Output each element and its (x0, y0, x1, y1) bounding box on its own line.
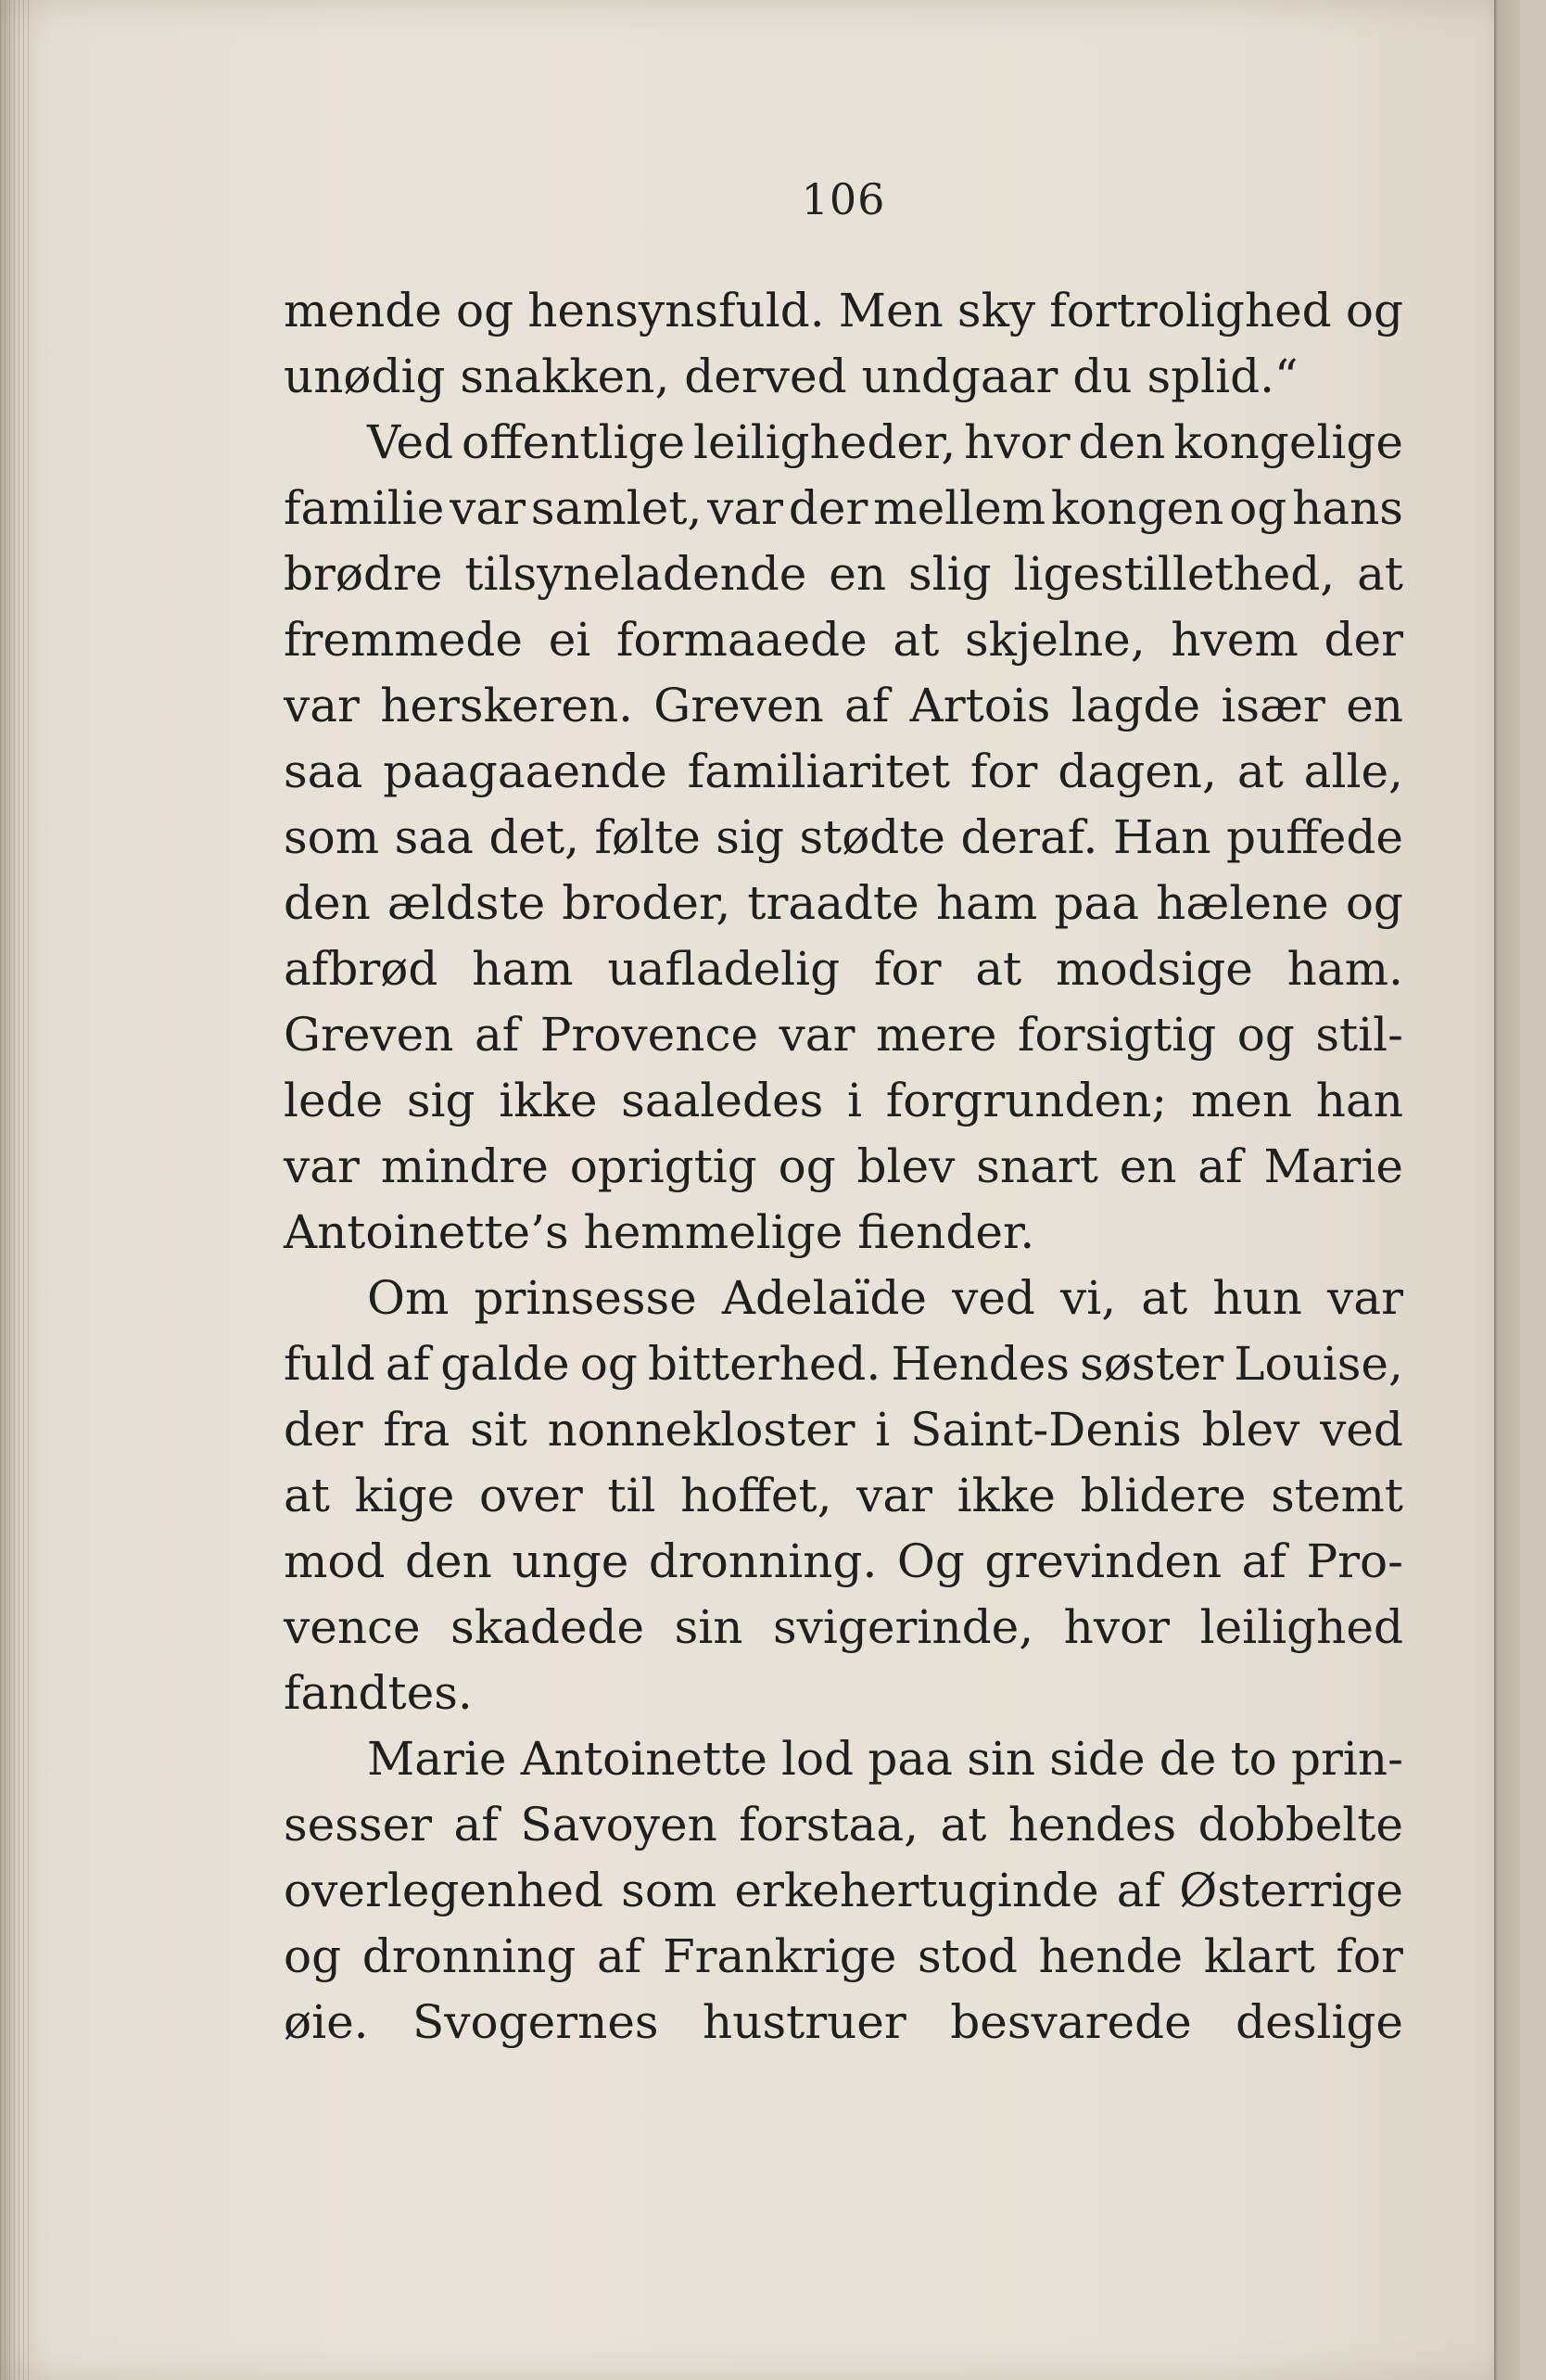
word: hvor (1063, 1600, 1171, 1654)
word: hvor (964, 415, 1071, 469)
word: var (856, 1469, 933, 1522)
word: leilighed (1199, 1600, 1403, 1654)
word: derved (684, 350, 862, 403)
word: i (875, 1403, 891, 1457)
word: Antoinette’s (284, 1205, 584, 1259)
word: Om (367, 1271, 450, 1325)
word: Greven (653, 679, 824, 732)
word: Adelaïde (721, 1271, 927, 1325)
word: var (450, 481, 526, 535)
word: sig (406, 1074, 475, 1127)
word: og (1229, 481, 1287, 535)
word: stødte (799, 810, 945, 864)
word: hoffet, (680, 1469, 832, 1522)
word: vi, (1060, 1271, 1117, 1325)
word: brødre (284, 547, 443, 601)
word: ham. (1286, 942, 1403, 996)
word: skadede (450, 1600, 645, 1654)
word: hælene (1156, 876, 1329, 930)
word: og (579, 1337, 638, 1391)
word: ved (1320, 1403, 1403, 1457)
word: saaledes (621, 1074, 824, 1127)
word: fra (383, 1403, 450, 1457)
word: og (1236, 1008, 1295, 1062)
word: Artois (909, 679, 1051, 732)
word: af (596, 1929, 642, 1983)
word: at (940, 1798, 987, 1852)
text-line (284, 805, 1403, 871)
word: der (1324, 613, 1403, 667)
word: familiaritet (687, 745, 950, 798)
word: deslige (1236, 1995, 1403, 2049)
word: Louise, (1234, 1337, 1403, 1391)
word: hemmelige (583, 1205, 858, 1259)
word: af (453, 1798, 499, 1852)
word: øie. (284, 1995, 369, 2049)
word: Ved (367, 415, 454, 469)
word: hende (1038, 1929, 1184, 1983)
word: forsigtig (1017, 1008, 1217, 1062)
word: hun (1212, 1271, 1302, 1325)
word: følte (594, 810, 701, 864)
word: stod (917, 1929, 1018, 1983)
word: af (385, 1337, 431, 1391)
word: familie (284, 481, 445, 535)
word: sin (674, 1600, 743, 1654)
word: det, (488, 810, 580, 864)
word: lod (781, 1732, 855, 1786)
word: den (284, 876, 371, 930)
word: snakken, (460, 350, 685, 403)
word: Frankrige (662, 1929, 897, 1983)
word: Savoyen (520, 1798, 717, 1852)
word: en (1346, 679, 1403, 732)
word: at (284, 1469, 330, 1522)
word: lede (284, 1074, 384, 1127)
word: Hendes (891, 1337, 1071, 1391)
word: og (1345, 284, 1403, 337)
word: at (1236, 745, 1284, 798)
word: du (1072, 350, 1147, 403)
word: alle, (1303, 745, 1403, 798)
word: overlegenhed (284, 1864, 604, 1917)
word: Og (896, 1534, 965, 1588)
word: sig (716, 810, 784, 864)
word: unge (512, 1534, 629, 1588)
word: Marie (367, 1732, 507, 1786)
word: en (1119, 1139, 1177, 1193)
word: fandtes. (284, 1666, 473, 1720)
word: kige (354, 1469, 455, 1522)
word: at (893, 613, 940, 667)
word: sit (470, 1403, 527, 1457)
page-number: 106 (801, 174, 886, 224)
text-line (284, 673, 1403, 739)
text-line (284, 1134, 1403, 1200)
word: klart (1203, 1929, 1315, 1983)
word: tilsyneladende (464, 547, 807, 601)
word: blev (856, 1139, 956, 1193)
word: deraf. (960, 810, 1098, 864)
word: ham (472, 942, 574, 996)
word: og (284, 1929, 342, 1983)
word: var (707, 481, 784, 535)
word: prin- (1291, 1732, 1403, 1786)
word: af (844, 679, 890, 732)
word: leiligheder, (693, 415, 957, 469)
word: fortrolighed (1049, 284, 1332, 337)
word: for (969, 745, 1038, 798)
text-line (284, 1068, 1403, 1134)
text-line (284, 1397, 1403, 1463)
text-line (284, 1266, 1403, 1331)
word: snart (976, 1139, 1098, 1193)
word: erkehertuginde (734, 1864, 1099, 1917)
word: uafladelig (607, 942, 841, 996)
word: side (1049, 1732, 1146, 1786)
word: for (873, 942, 942, 996)
word: Greven (284, 1008, 454, 1062)
word: der (284, 1403, 363, 1457)
text-line (284, 1529, 1403, 1595)
word: splid.“ (1147, 350, 1299, 403)
word: sin (967, 1732, 1036, 1786)
text-line (284, 607, 1403, 673)
word: men (1190, 1074, 1293, 1127)
word: som (284, 810, 380, 864)
text-line (284, 1792, 1403, 1858)
word: forgrunden; (885, 1074, 1168, 1127)
word: saa (394, 810, 474, 864)
word: paagaaende (383, 745, 667, 798)
word: to (1230, 1732, 1277, 1786)
text-line (284, 739, 1403, 805)
word: forstaa, (739, 1798, 919, 1852)
word: hans (1292, 481, 1403, 535)
word: fiender. (857, 1205, 1035, 1259)
word: prinsesse (474, 1271, 697, 1325)
word: at (1357, 547, 1403, 601)
page-right-edge (1494, 0, 1520, 2380)
word: slig (907, 547, 992, 601)
word: Pro- (1306, 1534, 1403, 1588)
word: blidere (1080, 1469, 1247, 1522)
word: stil- (1315, 1008, 1403, 1062)
word: mende (284, 284, 442, 337)
word: i (846, 1074, 862, 1127)
word: ham (935, 876, 1038, 930)
word: broder, (562, 876, 731, 930)
word: paa (868, 1732, 953, 1786)
word: den (405, 1534, 492, 1588)
word: hustruer (703, 1995, 906, 2049)
word: ældste (386, 876, 546, 930)
body-text (284, 278, 1403, 2055)
word: grevinden (984, 1534, 1223, 1588)
word: fremmede (284, 613, 524, 667)
word: var (1327, 1271, 1403, 1325)
word: af (474, 1008, 520, 1062)
text-line (284, 278, 1403, 344)
word: af (1241, 1534, 1286, 1588)
text-line (284, 410, 1403, 476)
word: ligestillethed, (1013, 547, 1336, 601)
word: var (284, 679, 360, 732)
word: for (1336, 1929, 1403, 1983)
word: og (1345, 876, 1403, 930)
text-line (284, 871, 1403, 936)
text-line (284, 936, 1403, 1002)
word: Antoinette (520, 1732, 767, 1786)
word: sesser (284, 1798, 433, 1852)
word: ei (548, 613, 591, 667)
word: mere (876, 1008, 997, 1062)
word: dronning (361, 1929, 577, 1983)
text-line (284, 1726, 1403, 1792)
text-line (284, 1463, 1403, 1529)
word: ikke (499, 1074, 598, 1127)
word: mindre (380, 1139, 549, 1193)
word: blev (1201, 1403, 1300, 1457)
word: at (975, 942, 1022, 996)
word: de (1159, 1732, 1217, 1786)
word: svigerinde, (773, 1600, 1034, 1654)
word: mellem (873, 481, 1046, 535)
word: herskeren. (380, 679, 634, 732)
text-line (284, 1661, 1403, 1726)
word: af (1198, 1139, 1243, 1193)
word: Men (838, 284, 944, 337)
word: han (1315, 1074, 1403, 1127)
word: hendes (1007, 1798, 1177, 1852)
word: undgaar (861, 350, 1073, 403)
text-line (284, 1200, 1403, 1266)
word: afbrød (284, 942, 438, 996)
word: vence (284, 1600, 421, 1654)
word: mod (284, 1534, 386, 1588)
word: Marie (1263, 1139, 1403, 1193)
text-line (284, 344, 1403, 410)
word: paa (1054, 876, 1140, 930)
word: offentlige (462, 415, 686, 469)
word: oprigtig (569, 1139, 757, 1193)
word: skjelne, (964, 613, 1146, 667)
word: ikke (957, 1469, 1056, 1522)
word: som (621, 1864, 717, 1917)
word: fuld (284, 1337, 375, 1391)
text-line (284, 541, 1403, 607)
word: hvem (1171, 613, 1299, 667)
word: lagde (1071, 679, 1201, 732)
word: der (788, 481, 868, 535)
text-line (284, 1858, 1403, 1924)
word: unødig (284, 350, 461, 403)
word: Provence (539, 1008, 759, 1062)
word: traadte (747, 876, 919, 930)
text-line (284, 1924, 1403, 1990)
word: kongen (1050, 481, 1224, 535)
word: besvarede (950, 1995, 1192, 2049)
word: bitterhed. (647, 1337, 881, 1391)
word: dronning. (648, 1534, 878, 1588)
text-line (284, 1595, 1403, 1661)
word: og (455, 284, 514, 337)
word: samlet, (530, 481, 703, 535)
text-line (284, 1002, 1403, 1068)
word: galde (440, 1337, 570, 1391)
word: puffede (1226, 810, 1403, 864)
text-line (284, 1331, 1403, 1397)
word: dagen, (1058, 745, 1217, 798)
word: ved (952, 1271, 1035, 1325)
word: var (284, 1139, 360, 1193)
text-line (284, 1990, 1403, 2055)
word: modsige (1056, 942, 1253, 996)
word: en (829, 547, 887, 601)
word: formaaede (615, 613, 868, 667)
word: dobbelte (1198, 1798, 1403, 1852)
word: Østerrige (1179, 1864, 1403, 1917)
word: nonnekloster (547, 1403, 855, 1457)
word: til (607, 1469, 656, 1522)
word: Svogernes (412, 1995, 659, 2049)
word: Saint-Denis (910, 1403, 1182, 1457)
word: kongelige (1173, 415, 1403, 469)
word: søster (1080, 1337, 1224, 1391)
word: den (1078, 415, 1166, 469)
word: hensynsfuld. (527, 284, 825, 337)
word: og (778, 1139, 836, 1193)
text-line (284, 476, 1403, 541)
word: at (1141, 1271, 1188, 1325)
word: over (478, 1469, 583, 1522)
word: sky (957, 284, 1036, 337)
word: af (1116, 1864, 1162, 1917)
book-spine-edge (0, 0, 32, 2380)
word: Han (1112, 810, 1211, 864)
word: saa (284, 745, 363, 798)
word: stemt (1271, 1469, 1403, 1522)
word: især (1221, 679, 1325, 732)
word: var (779, 1008, 855, 1062)
